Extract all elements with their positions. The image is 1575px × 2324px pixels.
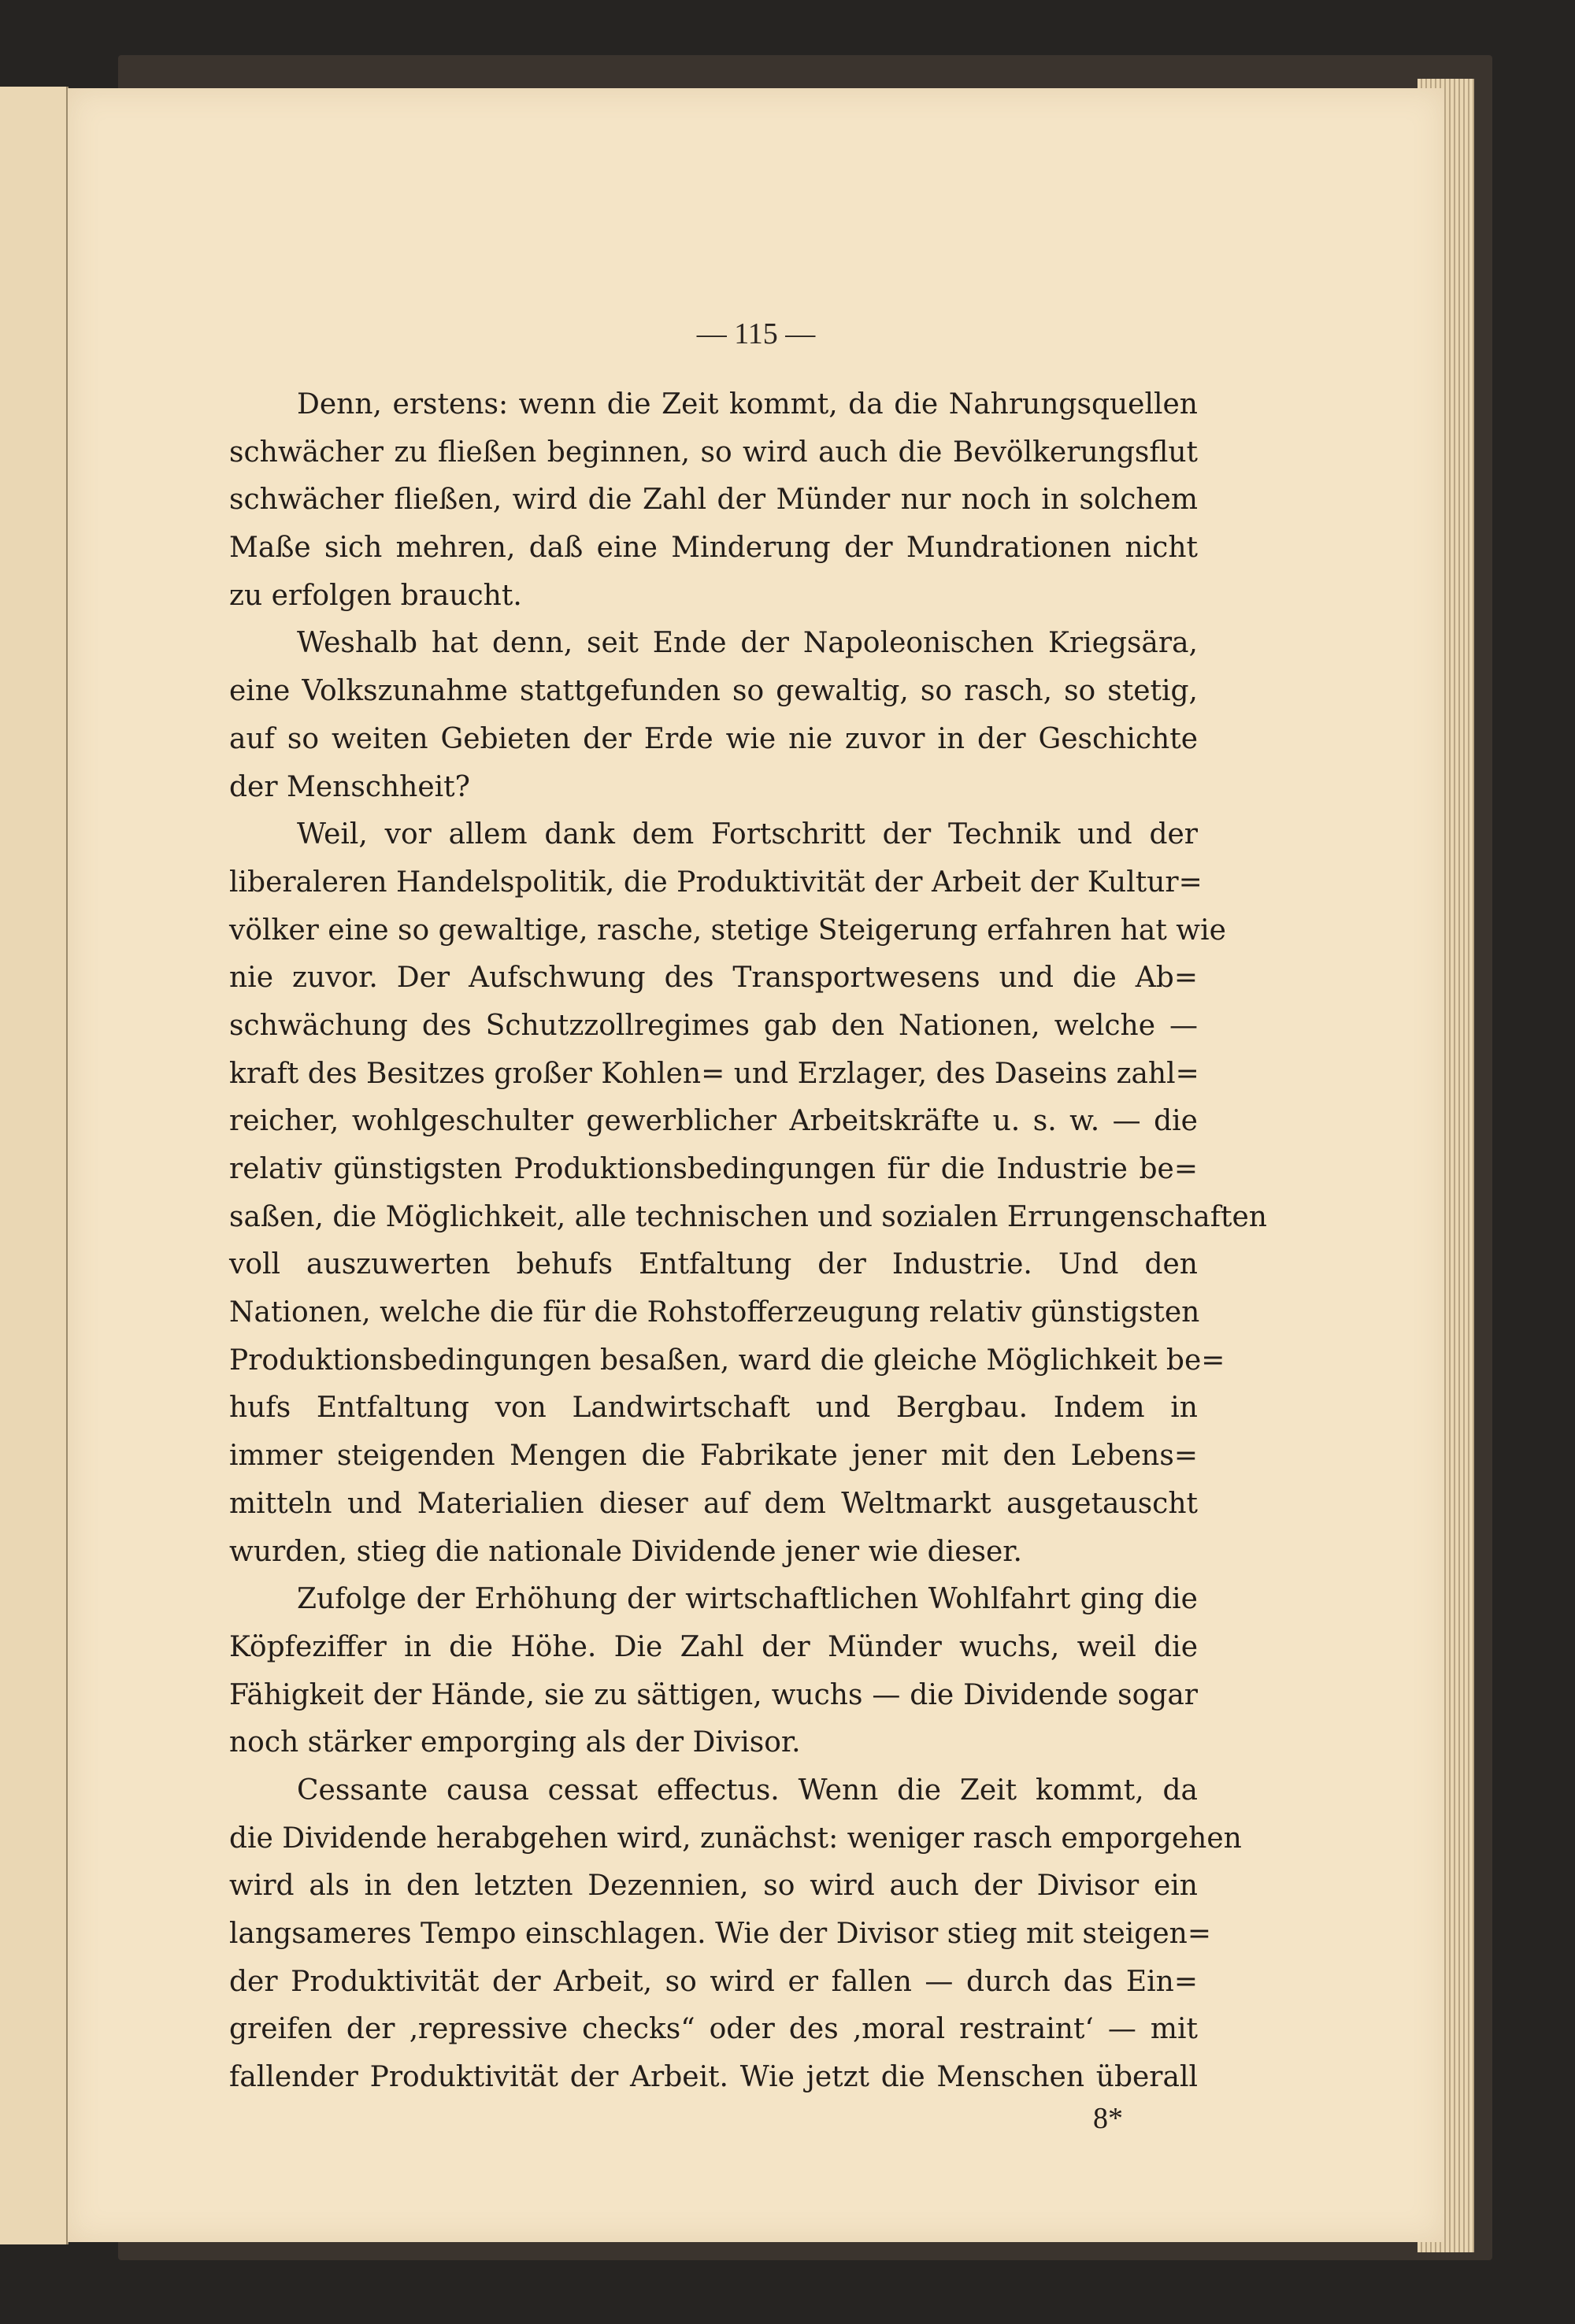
text-line: eine Volkszunahme stattgefunden so gewaltig, so rasch, so stetig, xyxy=(229,675,1198,708)
text-line: wurden, stieg die nationale Dividende jener wie dieser. xyxy=(229,1535,1022,1568)
text-line: hufs Entfaltung von Landwirtschaft und Bergbau. Indem in xyxy=(229,1392,1198,1425)
text-line: saßen, die Möglichkeit, alle technischen und sozialen Errungenschaften xyxy=(229,1200,1267,1233)
text-line: der Produktivität der Arbeit, so wird er fallen — durch das Ein= xyxy=(229,1965,1198,1998)
text-line: schwächung des Schutzzollregimes gab den Nationen, welche — xyxy=(229,1009,1198,1042)
text-line: liberaleren Handelspolitik, die Produktivität der Arbeit der Kultur= xyxy=(229,865,1203,899)
text-line: Weil, vor allem dank dem Fortschritt der Technik und der xyxy=(297,818,1198,851)
paragraph xyxy=(229,811,1267,1576)
text-line: Köpfeziffer in die Höhe. Die Zahl der Münder wuchs, weil die xyxy=(229,1630,1198,1663)
text-line: noch stärker emporging als der Divisor. xyxy=(229,1726,801,1759)
text-line: kraft des Besitzes großer Kohlen= und Erzlager, des Daseins zahl= xyxy=(229,1057,1199,1090)
text-line: zu erfolgen braucht. xyxy=(229,579,522,612)
text-line: Fähigkeit der Hände, sie zu sättigen, wuchs — die Dividende sogar xyxy=(229,1678,1198,1711)
text-line: Denn, erstens: wenn die Zeit kommt, da die Nahrungsquellen xyxy=(297,388,1198,421)
text-line: immer steigenden Mengen die Fabrikate jener mit den Lebens= xyxy=(229,1440,1198,1473)
paragraph xyxy=(229,1767,1242,2102)
text-line: fallender Produktivität der Arbeit. Wie jetzt die Menschen überall xyxy=(229,2061,1198,2094)
text-line: Zufolge der Erhöhung der wirtschaftlichen Wohlfahrt ging die xyxy=(297,1583,1198,1616)
book-page xyxy=(68,88,1444,2242)
text-line: der Menschheit? xyxy=(229,770,470,803)
text-line: voll auszuwerten behufs Entfaltung der Industrie. Und den xyxy=(229,1248,1198,1281)
text-line: Maße sich mehren, daß eine Minderung der Mundrationen nicht xyxy=(229,532,1198,565)
text-line: relativ günstigsten Produktionsbedingungen für die Industrie be= xyxy=(229,1153,1198,1185)
body-text xyxy=(229,381,1267,2102)
text-line: nie zuvor. Der Aufschwung des Transportwesens und die Ab= xyxy=(229,962,1198,995)
text-line: mitteln und Materialien dieser auf dem Weltmarkt ausgetauscht xyxy=(229,1487,1198,1520)
text-line: Weshalb hat denn, seit Ende der Napoleonischen Kriegsära, xyxy=(297,627,1198,660)
text-line: schwächer fließen, wird die Zahl der Münder nur noch in solchem xyxy=(229,484,1198,517)
paragraph xyxy=(229,1576,1198,1767)
text-line: wird als in den letzten Dezennien, so wird auch der Divisor ein xyxy=(229,1870,1198,1903)
text-line: langsameres Tempo einschlagen. Wie der Divisor stieg mit steigen= xyxy=(229,1918,1211,1950)
signature-mark: 8* xyxy=(1093,2102,1123,2135)
paragraph xyxy=(229,381,1198,620)
text-line: Produktionsbedingungen besaßen, ward die gleiche Möglichkeit be= xyxy=(229,1344,1225,1377)
text-line: greifen der ‚repressive checks“ oder des ‚moral restraint‘ — mit xyxy=(229,2013,1198,2046)
text-line: völker eine so gewaltige, rasche, stetige Steigerung erfahren hat wie xyxy=(229,914,1226,947)
text-line: Cessante causa cessat effectus. Wenn die Zeit kommt, da xyxy=(297,1774,1198,1807)
page-number: — 115 — xyxy=(696,317,816,350)
text-line: Nationen, welche die für die Rohstofferzeugung relativ günstigsten xyxy=(229,1296,1200,1329)
text-line: die Dividende herabgehen wird, zunächst: weniger rasch emporgehen xyxy=(229,1822,1242,1855)
previous-page-edge xyxy=(0,87,69,2244)
text-line: reicher, wohlgeschulter gewerblicher Arbeitskräfte u. s. w. — die xyxy=(229,1105,1198,1138)
paragraph xyxy=(229,620,1198,811)
text-line: auf so weiten Gebieten der Erde wie nie zuvor in der Geschichte xyxy=(229,722,1198,755)
text-line: schwächer zu fließen beginnen, so wird auch die Bevölkerungsflut xyxy=(229,436,1198,469)
